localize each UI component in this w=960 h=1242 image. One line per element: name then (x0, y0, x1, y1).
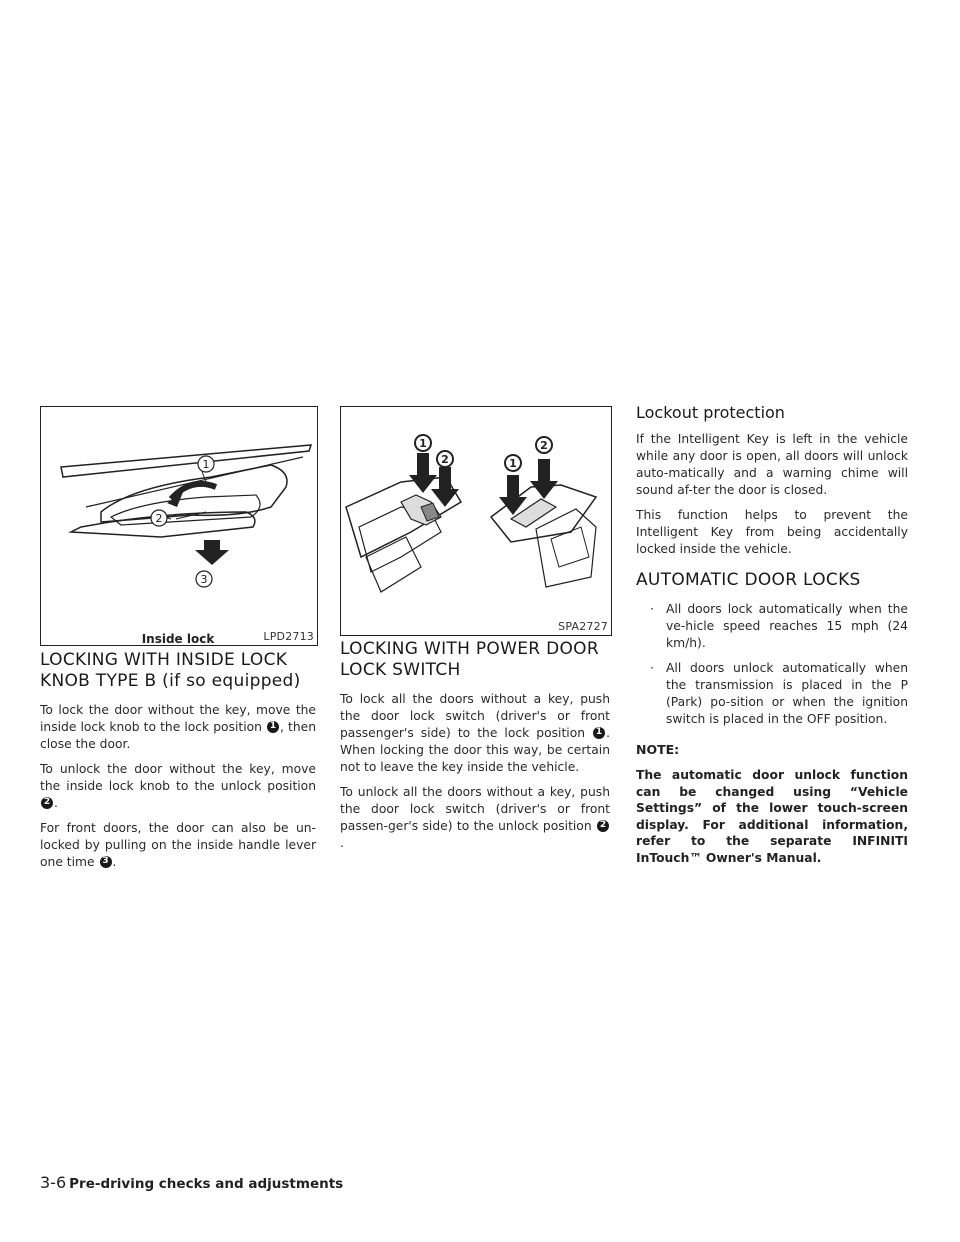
column-power-door-lock-text (340, 639, 610, 860)
bullet-icon: · (650, 661, 654, 675)
callout-3-label: 3 (200, 573, 208, 586)
page-footer (40, 1173, 343, 1192)
section-heading: LOCKING WITH POWER DOOR LOCK SWITCH (340, 639, 599, 680)
note-text: The automatic door unlock function can be changed using “Vehicle Settings” of the lower touch-screen display. For additional information, refer to the separate INFINITI InTouch™ Owner's Manual. (636, 768, 908, 865)
paragraph (40, 820, 316, 871)
callout-1-icon: 1 (593, 727, 605, 739)
text: . (112, 855, 117, 869)
text: To lock all the doors without a key, push the door lock switch (driver's or front passenger's side) to the lock position (340, 692, 610, 740)
callout-2-icon: 2 (41, 797, 53, 809)
callout-unlock-left-label: 2 (441, 453, 449, 466)
text: To unlock all the doors without a key, push the door lock switch (driver's or front passen-ger's side) to the unlock position (340, 785, 610, 833)
figure-code: SPA2727 (558, 620, 608, 633)
callout-lock-left-label: 1 (419, 437, 427, 450)
text: To lock the door without the key, move the inside lock knob to the lock position (40, 703, 316, 734)
callout-lock-right-label: 1 (509, 457, 517, 470)
bullet-list (636, 601, 908, 728)
section-heading: LOCKING WITH INSIDE LOCK KNOB TYPE B (if so equipped) (40, 650, 301, 691)
callout-2-label: 2 (155, 512, 163, 525)
bullet-icon: · (650, 602, 654, 616)
page-number: 3-6 (40, 1173, 67, 1192)
callout-1-icon: 1 (267, 721, 279, 733)
callout-1-label: 1 (202, 458, 210, 471)
column-lockout-text (636, 403, 908, 866)
note-title: NOTE: (636, 742, 680, 757)
inside-lock-illustration (41, 407, 317, 645)
paragraph (340, 784, 610, 852)
text: . (340, 836, 344, 850)
door-lock-switch-illustration (341, 407, 611, 635)
figure-inside-lock (40, 406, 318, 646)
section-heading: AUTOMATIC DOOR LOCKS (636, 570, 861, 590)
figure-power-door-lock-switch (340, 406, 612, 636)
column-inside-lock-text (40, 650, 316, 879)
callout-3-icon: 3 (100, 856, 112, 868)
text: For front doors, the door can also be un-locked by pulling on the inside handle lever one time (40, 821, 316, 869)
paragraph (40, 702, 316, 753)
text: All doors lock automatically when the ve-hicle speed reaches 15 mph (24 km/h). (666, 602, 908, 650)
callout-2-icon: 2 (597, 820, 609, 832)
paragraph (340, 691, 610, 776)
section-title: Pre-driving checks and adjustments (69, 1176, 344, 1192)
text: . (54, 796, 58, 810)
subsection-heading: Lockout protection (636, 403, 785, 422)
list-item (636, 660, 908, 728)
text: . When locking the door this way, be certain not to leave the key inside the vehicle. (340, 726, 610, 774)
figure-caption: Inside lock (141, 632, 215, 646)
paragraph: This function helps to prevent the Intelligent Key from being accidentally locked inside the vehicle. (636, 508, 908, 556)
text: , then close the door. (40, 720, 316, 751)
figure-code: LPD2713 (263, 630, 314, 643)
text: To unlock the door without the key, move the inside lock knob to the unlock position (40, 762, 316, 793)
text: All doors unlock automatically when the transmission is placed in the P (Park) po-sition or when the ignition switch is placed in the OFF position. (666, 661, 908, 726)
paragraph (40, 761, 316, 812)
paragraph: If the Intelligent Key is left in the vehicle while any door is open, all doors will unlock auto-matically and a warning chime will sound af-ter the door is closed. (636, 432, 908, 497)
list-item (636, 601, 908, 652)
callout-unlock-right-label: 2 (540, 439, 548, 452)
